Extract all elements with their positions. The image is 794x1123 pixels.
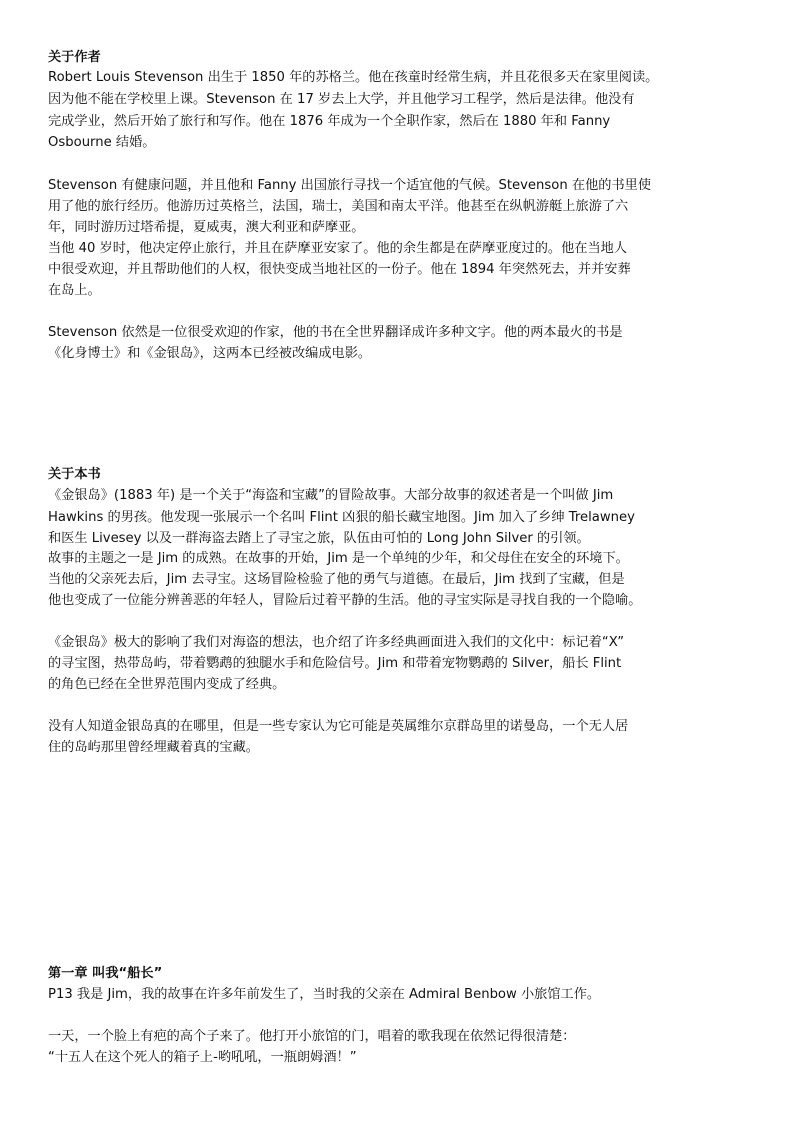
about-book-line: 《金银岛》极大的影响了我们对海盗的想法，也介绍了许多经典画面进入我们的文化中：标记着“X”	[48, 635, 625, 650]
chapter-one-line: P13 我是 Jim，我的故事在许多年前发生了，当时我的父亲在 Admiral Benbow 小旅馆工作。	[48, 987, 601, 1002]
chapter-one-heading: 第一章 叫我“船长”	[48, 966, 163, 981]
about-author-line: 当他 40 岁时，他决定停止旅行，并且在萨摩亚安家了。他的余生都是在萨摩亚度过的。他在当地人	[48, 241, 628, 256]
about-author-line: 用了他的旅行经历。他游历过英格兰，法国，瑞士，美国和南太平洋。他甚至在纵帆游艇上旅游了六	[48, 199, 629, 214]
about-author-line: Stevenson 依然是一位很受欢迎的作家，他的书在全世界翻译成许多种文字。他的两本最火的书是	[48, 325, 623, 340]
about-book-heading: 关于本书	[48, 467, 101, 482]
about-author-line: 因为他不能在学校里上课。Stevenson 在 17 岁去上大学，并且他学习工程学，然后是法律。他没有	[48, 92, 635, 107]
chapter-one-line: 一天，一个脸上有疤的高个子来了。他打开小旅馆的门，唱着的歌我现在依然记得很清楚：	[48, 1029, 576, 1044]
about-author-line: 《化身博士》和《金银岛》，这两本已经被改编成电影。	[48, 346, 372, 361]
about-book-line: Hawkins 的男孩。他发现一张展示一个名叫 Flint 凶狠的船长藏宝地图。Jim 加入了乡绅 Trelawney	[48, 510, 635, 525]
chapter-one-line: “十五人在这个死人的箱子上-哟吼吼，一瓶朗姆酒！”	[48, 1050, 357, 1065]
about-book-line: 当他的父亲死去后，Jim 去寻宝。这场冒险检验了他的勇气与道德。在最后，Jim 找到了宝藏，但是	[48, 572, 625, 587]
about-author-line: Stevenson 有健康问题，并且他和 Fanny 出国旅行寻找一个适宜他的气候。Stevenson 在他的书里使	[48, 178, 652, 193]
about-book-line: 的角色已经在全世界范围内变成了经典。	[48, 677, 286, 692]
about-book-line: 和医生 Livesey 以及一群海盗去踏上了寻宝之旅，队伍由可怕的 Long John Silver 的引领。	[48, 531, 590, 546]
about-book-line: 的寻宝图，热带岛屿，带着鹦鹉的独腿水手和危险信号。Jim 和带着宠物鹦鹉的 Silver，船长 Flint	[48, 656, 622, 671]
about-book-line: 他也变成了一位能分辨善恶的年轻人，冒险后过着平静的生活。他的寻宝实际是寻找自我的一个隐喻。	[48, 593, 642, 608]
about-author-line: 中很受欢迎，并且帮助他们的人权，很快变成当地社区的一份子。他在 1894 年突然死去，并并安葬	[48, 262, 631, 277]
about-author-line: Osbourne 结婚。	[48, 135, 156, 150]
about-book-line: 《金银岛》(1883 年) 是一个关于“海盗和宝藏”的冒险故事。大部分故事的叙述者是一个叫做 Jim	[48, 488, 614, 503]
about-author-line: 年，同时游历过塔希提，夏威夷，澳大利亚和萨摩亚。	[48, 220, 365, 235]
about-author-line: 在岛上。	[48, 283, 101, 298]
about-author-heading: 关于作者	[48, 50, 101, 65]
about-book-line: 故事的主题之一是 Jim 的成熟。在故事的开始，Jim 是一个单纯的少年，和父母住在安全的环境下。	[48, 551, 629, 566]
about-author-line: 完成学业，然后开始了旅行和写作。他在 1876 年成为一个全职作家，然后在 1880 年和 Fanny	[48, 114, 611, 129]
about-author-line: Robert Louis Stevenson 出生于 1850 年的苏格兰。他在孩童时经常生病，并且花很多天在家里阅读。	[48, 70, 659, 85]
about-book-line: 没有人知道金银岛真的在哪里，但是一些专家认为它可能是英属维尔京群岛里的诺曼岛，一个无人居	[48, 719, 629, 734]
about-book-line: 住的岛屿那里曾经埋藏着真的宝藏。	[48, 740, 259, 755]
